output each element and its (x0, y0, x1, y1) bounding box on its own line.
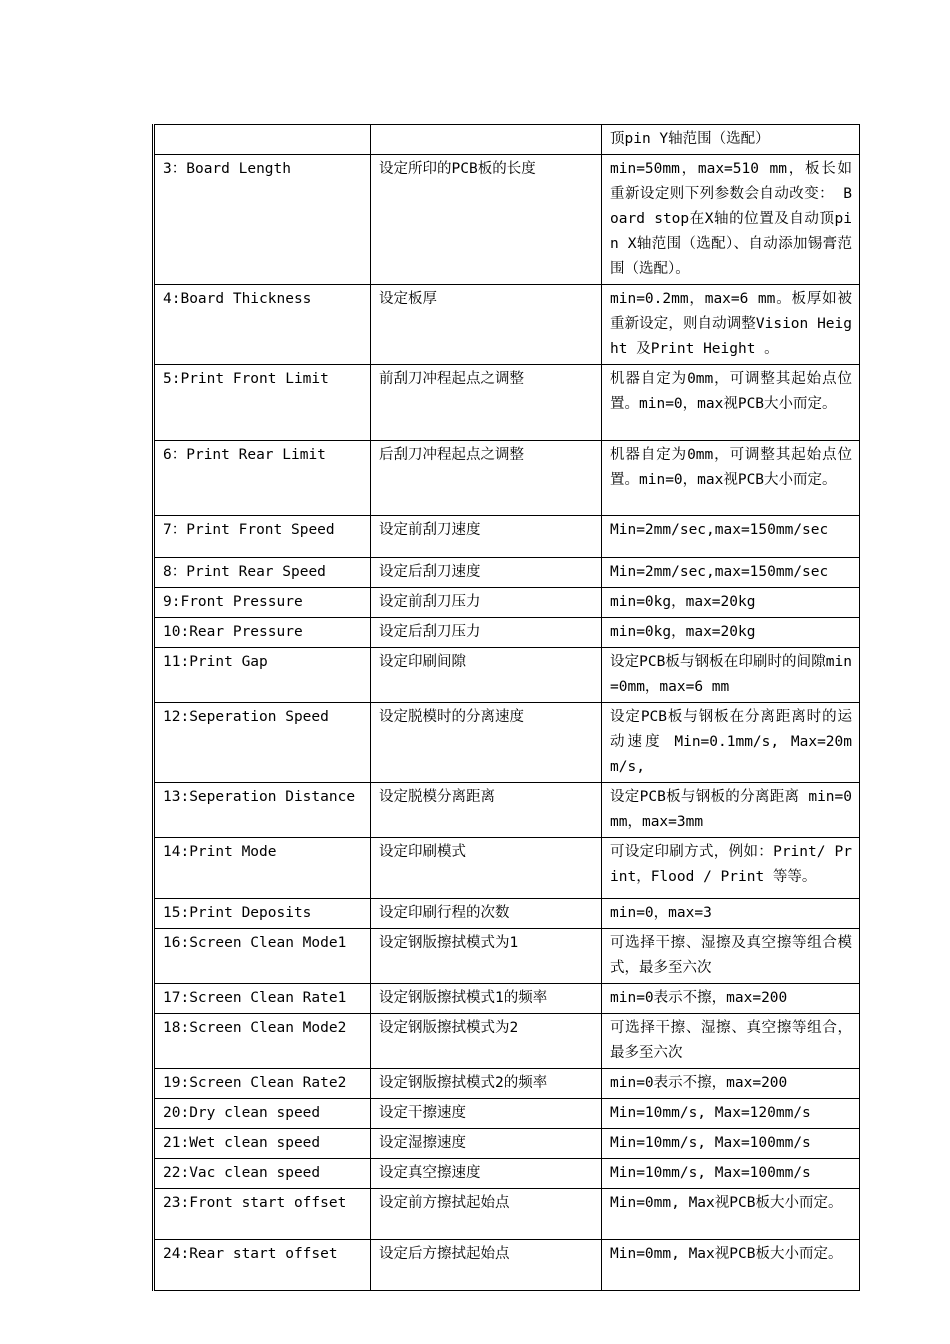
param-cell: 20:Dry clean speed (154, 1099, 371, 1129)
table-row (154, 1099, 860, 1129)
description-cell: 设定后刮刀速度 (371, 558, 602, 588)
description-cell: 设定板厚 (371, 285, 602, 365)
param-cell: 11:Print Gap (154, 648, 371, 703)
description-cell: 设定印刷行程的次数 (371, 899, 602, 929)
description-cell: 后刮刀冲程起点之调整 (371, 441, 602, 516)
table-row (154, 365, 860, 441)
description-cell: 设定印刷间隙 (371, 648, 602, 703)
range-cell: 顶pin Y轴范围（选配） (602, 125, 860, 155)
description-cell: 设定干擦速度 (371, 1099, 602, 1129)
param-cell: 8：Print Rear Speed (154, 558, 371, 588)
param-cell: 15:Print Deposits (154, 899, 371, 929)
range-cell: 可设定印刷方式，例如：Print/ Print，Flood / Print 等等。 (602, 838, 860, 899)
range-cell: Min=10mm/s, Max=100mm/s (602, 1129, 860, 1159)
param-cell: 23:Front start offset (154, 1189, 371, 1240)
param-cell: 3：Board Length (154, 155, 371, 285)
param-cell: 24:Rear start offset (154, 1240, 371, 1291)
range-cell: 可选择干擦、湿擦、真空擦等组合，最多至六次 (602, 1014, 860, 1069)
range-cell: min=0.2mm，max=6 mm。板厚如被重新设定，则自动调整Vision Height 及Print Height 。 (602, 285, 860, 365)
description-cell: 设定钢版擦拭模式2的频率 (371, 1069, 602, 1099)
description-cell: 设定钢版擦拭模式为2 (371, 1014, 602, 1069)
param-cell: 6：Print Rear Limit (154, 441, 371, 516)
param-cell: 9:Front Pressure (154, 588, 371, 618)
description-cell: 设定湿擦速度 (371, 1129, 602, 1159)
range-cell: Min=2mm/sec,max=150mm/sec (602, 558, 860, 588)
table-row (154, 929, 860, 984)
description-cell (371, 125, 602, 155)
table-row (154, 899, 860, 929)
table-row (154, 155, 860, 285)
description-cell: 设定真空擦速度 (371, 1159, 602, 1189)
param-cell: 14:Print Mode (154, 838, 371, 899)
table-row (154, 838, 860, 899)
param-cell: 16:Screen Clean Mode1 (154, 929, 371, 984)
range-cell: min=0kg，max=20kg (602, 618, 860, 648)
param-cell: 22:Vac clean speed (154, 1159, 371, 1189)
param-cell: 5:Print Front Limit (154, 365, 371, 441)
table-row (154, 783, 860, 838)
range-cell: Min=0mm, Max视PCB板大小而定。 (602, 1189, 860, 1240)
table-row (154, 558, 860, 588)
range-cell: 设定PCB板与钢板在分离距离时的运动速度 Min=0.1mm/s, Max=20mm/s, (602, 703, 860, 783)
description-cell: 设定印刷模式 (371, 838, 602, 899)
description-cell: 设定前刮刀压力 (371, 588, 602, 618)
description-cell: 设定后刮刀压力 (371, 618, 602, 648)
range-cell: min=0表示不擦，max=200 (602, 984, 860, 1014)
range-cell: Min=10mm/s, Max=120mm/s (602, 1099, 860, 1129)
range-cell: Min=0mm, Max视PCB板大小而定。 (602, 1240, 860, 1291)
table-row (154, 588, 860, 618)
range-cell: 设定PCB板与钢板在印刷时的间隙min=0mm，max=6 mm (602, 648, 860, 703)
description-cell: 设定脱模时的分离速度 (371, 703, 602, 783)
table-row (154, 1129, 860, 1159)
param-cell: 17:Screen Clean Rate1 (154, 984, 371, 1014)
table-row (154, 1189, 860, 1240)
range-cell: min=0，max=3 (602, 899, 860, 929)
table-row (154, 703, 860, 783)
range-cell: 机器自定为0mm，可调整其起始点位置。min=0，max视PCB大小而定。 (602, 365, 860, 441)
param-cell: 18:Screen Clean Mode2 (154, 1014, 371, 1069)
param-cell: 13:Seperation Distance (154, 783, 371, 838)
description-cell: 设定脱模分离距离 (371, 783, 602, 838)
param-cell (154, 125, 371, 155)
table-row (154, 441, 860, 516)
range-cell: min=50mm，max=510 mm，板长如重新设定则下列参数会自动改变： Board stop在X轴的位置及自动顶pin X轴范围（选配）、自动添加锡膏范围（选配）。 (602, 155, 860, 285)
parameter-table (152, 124, 860, 1291)
range-cell: Min=10mm/s, Max=100mm/s (602, 1159, 860, 1189)
table-row (154, 1014, 860, 1069)
description-cell: 前刮刀冲程起点之调整 (371, 365, 602, 441)
param-cell: 19:Screen Clean Rate2 (154, 1069, 371, 1099)
description-cell: 设定所印的PCB板的长度 (371, 155, 602, 285)
table-row (154, 984, 860, 1014)
description-cell: 设定后方擦拭起始点 (371, 1240, 602, 1291)
table-row (154, 1069, 860, 1099)
table-row (154, 125, 860, 155)
param-cell: 12:Seperation Speed (154, 703, 371, 783)
table-row (154, 516, 860, 558)
range-cell: 设定PCB板与钢板的分离距离 min=0mm，max=3mm (602, 783, 860, 838)
parameter-table-body (154, 125, 860, 1291)
description-cell: 设定钢版擦拭模式为1 (371, 929, 602, 984)
param-cell: 10:Rear Pressure (154, 618, 371, 648)
description-cell: 设定前刮刀速度 (371, 516, 602, 558)
range-cell: Min=2mm/sec,max=150mm/sec (602, 516, 860, 558)
description-cell: 设定钢版擦拭模式1的频率 (371, 984, 602, 1014)
range-cell: 可选择干擦、湿擦及真空擦等组合模式，最多至六次 (602, 929, 860, 984)
param-cell: 4:Board Thickness (154, 285, 371, 365)
range-cell: 机器自定为0mm，可调整其起始点位置。min=0，max视PCB大小而定。 (602, 441, 860, 516)
description-cell: 设定前方擦拭起始点 (371, 1189, 602, 1240)
table-row (154, 618, 860, 648)
table-row (154, 1159, 860, 1189)
table-row (154, 1240, 860, 1291)
range-cell: min=0表示不擦，max=200 (602, 1069, 860, 1099)
table-row (154, 285, 860, 365)
table-row (154, 648, 860, 703)
range-cell: min=0kg，max=20kg (602, 588, 860, 618)
param-cell: 21:Wet clean speed (154, 1129, 371, 1159)
param-cell: 7：Print Front Speed (154, 516, 371, 558)
